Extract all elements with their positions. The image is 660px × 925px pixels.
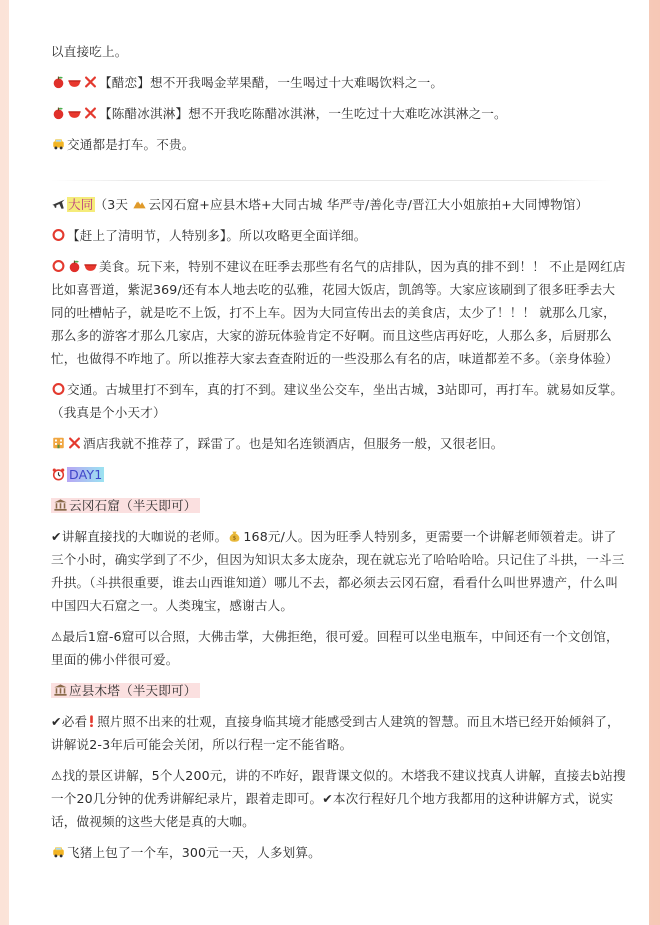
text-segment: 【陈醋冰淇淋】想不开我吃陈醋冰淇淋，一生吃过十大难吃冰淇淋之一。: [99, 106, 507, 121]
text-line: [51, 841, 627, 864]
text-segment: 交通都是打车。不贵。: [67, 137, 195, 152]
text-segment: ✔必看: [51, 714, 88, 729]
museum-icon: [53, 498, 68, 512]
hotel-icon: [51, 436, 66, 450]
text-line: [51, 71, 627, 94]
text-segment: 【赶上了清明节，人特别多】。所以攻略更全面详细。: [67, 228, 367, 243]
note-card: [9, 0, 649, 925]
text-segment: 交通。古城里打不到车，真的打不到。建议坐公交车，坐出古城，3站即可，再打车。就易如反掌。（我真是个小天才）: [51, 382, 624, 420]
cross-mark-icon: [67, 436, 82, 450]
apple-icon: [67, 259, 82, 273]
text-segment: 照片照不出来的壮观，直接身临其境才能感受到古人建筑的智慧。而且木塔已经开始倾斜了，讲解说2-3年后可能会关闭，所以行程一定不能省略。: [51, 714, 620, 752]
subsection-highlight: [51, 683, 200, 698]
bowl-icon: [83, 259, 98, 273]
text-paragraph-food: [51, 255, 627, 370]
text-paragraph-traffic: [51, 378, 627, 424]
section-heading-datong: [51, 193, 627, 216]
text-line: 以直接吃上。: [51, 44, 128, 59]
subsection-heading-muta: [51, 679, 627, 702]
text-paragraph-yungang: [51, 525, 627, 617]
text-paragraph: ⚠找的景区讲解，5个人200元，讲的不咋好，跟背课文似的。木塔我不建议找真人讲解，直接去b站搜一个20几分钟的优秀讲解纪录片，跟着走即可。✔本次行程好几个地方我都用的这种讲解方式，说实话，做视频的这些大佬是真的大咖。: [51, 768, 626, 829]
day-label: DAY1: [69, 467, 103, 482]
text-line: [51, 432, 627, 455]
red-circle-icon: [51, 382, 66, 396]
text-segment: 【醋恋】想不开我喝金苹果醋，一生喝过十大难喝饮料之一。: [99, 75, 444, 90]
bowl-icon: [67, 75, 82, 89]
subsection-highlight: [51, 498, 200, 513]
text-segment: （3天: [94, 197, 133, 212]
apple-icon: [51, 106, 66, 120]
museum-icon: [53, 683, 68, 697]
svg-text:$: $: [233, 535, 237, 542]
text-line: [51, 102, 627, 125]
text-segment: 酒店我就不推荐了，踩雷了。也是知名连锁酒店，但服务一般，又很老旧。: [83, 436, 504, 451]
red-circle-icon: [51, 228, 66, 242]
apple-icon: [51, 75, 66, 89]
text-segment: 美食。玩下来，特别不建议在旺季去那些有名气的店排队，因为真的排不到！！ 不止是网红店比如喜晋道，紫泥369/还有本人地去吃的弘雅，花园大饭店，凯鸽等。大家应该刷到了很多旺季去大同的吐槽帖子，就是吃不上饭，打不上车。因为大同宣传出去的美食店，太少了！！！ 就那么几家，那么多的游客才那么几家店，大家的游玩体验肯定不好啊。而且这些店再好吃，人那么多，后厨那么忙，也做得不咋地了。所以推荐大家去查查附近的一些没那么有名的店，味道都差不多。（亲身体验）: [51, 259, 626, 366]
subsection-heading-yungang: [51, 494, 627, 517]
text-paragraph: ⚠最后1窟-6窟可以合照，大佛击掌，大佛拒绝，很可爱。回程可以坐电瓶车，中间还有一个文创馆，里面的佛小伴很可爱。: [51, 629, 619, 667]
subsection-title: 应县木塔（半天即可）: [69, 683, 197, 698]
day-heading: [51, 463, 627, 486]
red-exclamation-icon: [87, 714, 96, 728]
taxi-icon: [51, 845, 66, 859]
mountain-icon: [132, 197, 147, 211]
text-line: [51, 224, 627, 247]
taxi-icon: [51, 137, 66, 151]
section-divider: [51, 180, 611, 181]
airplane-icon: [51, 197, 66, 211]
text-segment: 168元/人。因为旺季人特别多，更需要一个讲解老师领着走。讲了三个小时，确实学到了不少，但因为知识太多太庞杂，现在就忘光了哈哈哈哈。只记住了斗拱，一斗三升拱。（斗拱很重要，谁去山西谁知道）哪儿不去，都必须去云冈石窟，看看什么叫世界遗产，什么叫中国四大石窟之一。人类瑰宝，感谢古人。: [51, 529, 625, 613]
red-circle-icon: [51, 259, 66, 273]
place-highlight: 大同: [68, 197, 94, 212]
alarm-clock-icon: [51, 467, 66, 481]
text-segment: 云冈石窟+应县木塔+大同古城 华严寺/善化寺/晋江大小姐旅拍+大同博物馆）: [148, 197, 589, 212]
text-segment: ✔讲解直接找的大咖说的老师。: [51, 529, 228, 544]
bowl-icon: [67, 106, 82, 120]
text-segment: 飞猪上包了一个车，300元一天，人多划算。: [67, 845, 321, 860]
money-bag-icon: [227, 529, 242, 543]
cross-mark-icon: [83, 75, 98, 89]
text-line: [51, 133, 627, 156]
subsection-title: 云冈石窟（半天即可）: [69, 498, 197, 513]
text-paragraph-muta: [51, 710, 627, 756]
cross-mark-icon: [83, 106, 98, 120]
